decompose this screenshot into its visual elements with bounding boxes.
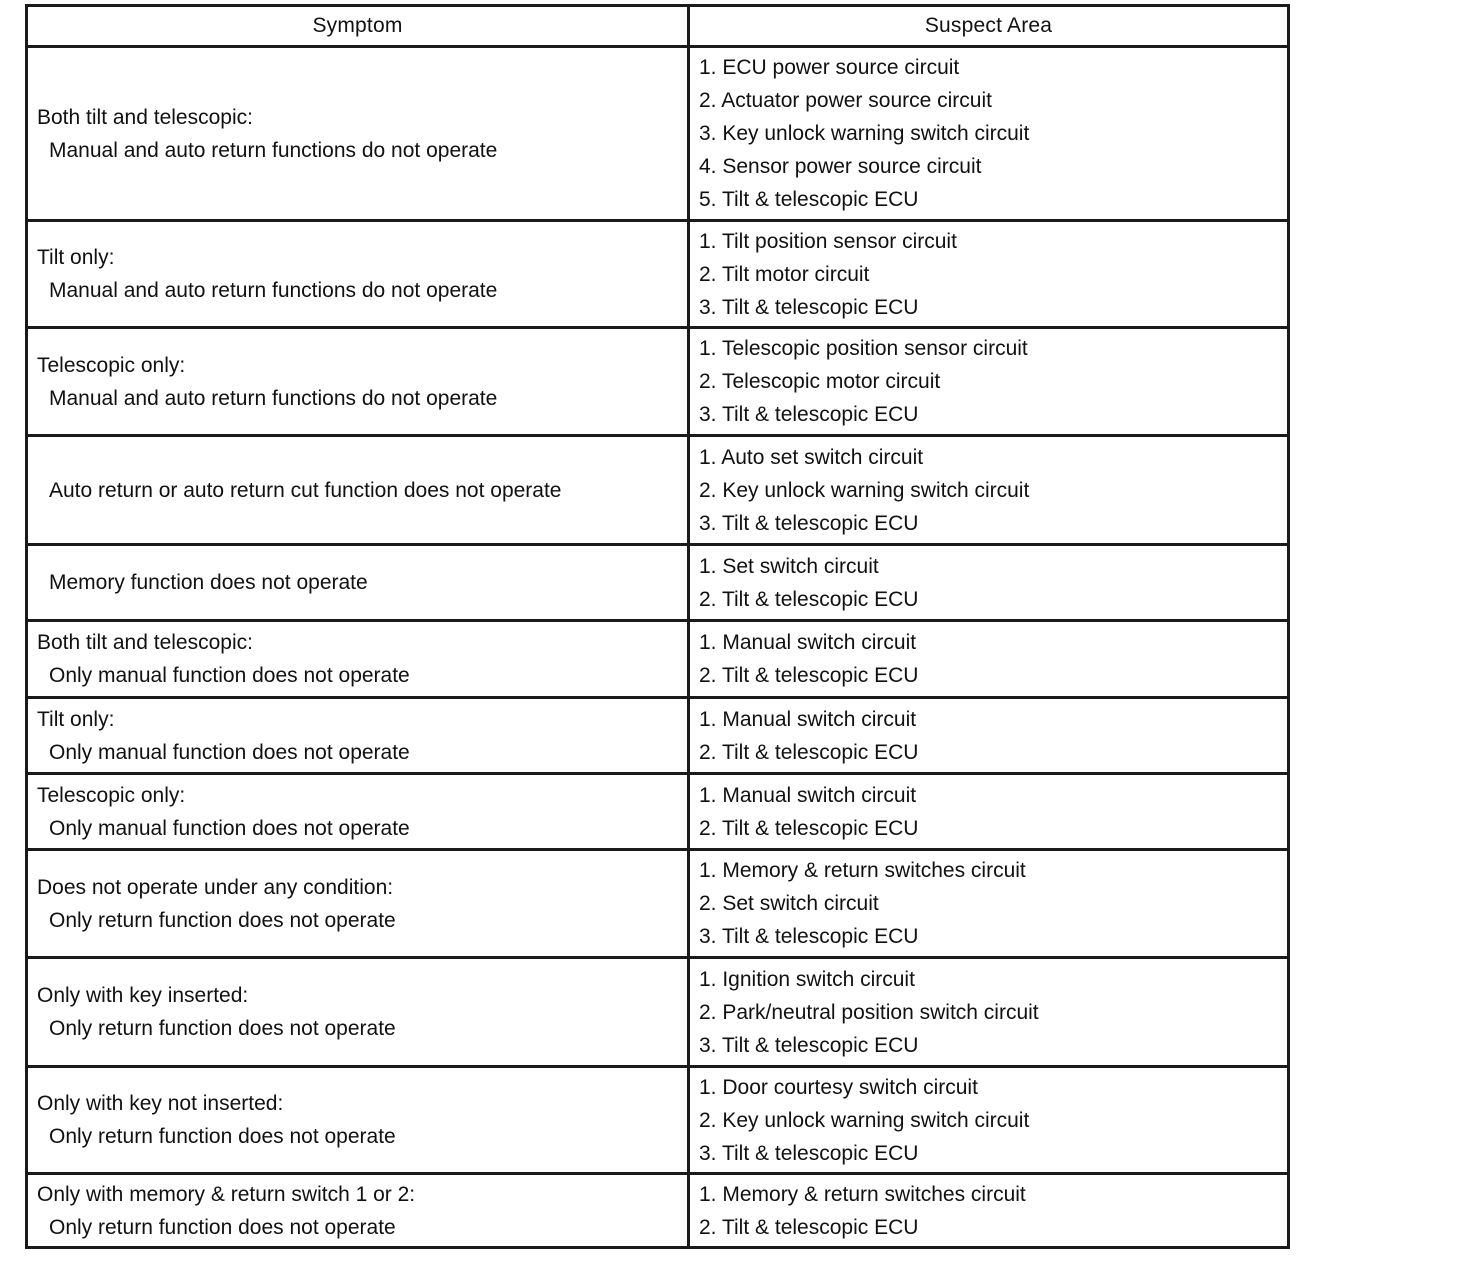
symptom-cell — [27, 850, 689, 958]
suspect-area-item: 3. Key unlock warning switch circuit — [699, 122, 1030, 145]
symptom-description: Only return function does not operate — [49, 1017, 396, 1040]
symptom-condition: Only with memory & return switch 1 or 2: — [37, 1182, 416, 1206]
symptom-description: Memory function does not operate — [49, 571, 368, 594]
symptom-description: Manual and auto return functions do not operate — [49, 386, 498, 410]
symptom-condition: Only with key not inserted: — [37, 1092, 284, 1115]
suspect-area-item: 2. Key unlock warning switch circuit — [699, 478, 1030, 502]
table-row — [27, 221, 1289, 328]
symptom-description: Only return function does not operate — [49, 1215, 396, 1239]
suspect-area-item: 1. Ignition switch circuit — [699, 967, 915, 991]
symptom-description: Only return function does not operate — [49, 908, 396, 932]
symptom-cell — [27, 621, 689, 698]
suspect-area-item: 4. Sensor power source circuit — [699, 155, 982, 178]
symptom-condition: Both tilt and telescopic: — [37, 631, 253, 654]
symptom-description: Manual and auto return functions do not operate — [49, 138, 498, 162]
suspect-area-cell — [689, 621, 1289, 698]
symptom-cell — [27, 1067, 689, 1174]
symptom-cell — [27, 1174, 689, 1248]
suspect-area-item: 2. Tilt & telescopic ECU — [699, 740, 919, 764]
suspect-area-item: 2. Park/neutral position switch circuit — [699, 1000, 1039, 1024]
symptom-condition: Does not operate under any condition: — [37, 875, 394, 899]
suspect-area-cell — [689, 1174, 1289, 1248]
table-row — [27, 621, 1289, 698]
suspect-area-list — [699, 779, 1287, 845]
suspect-area-item: 1. Manual switch circuit — [699, 707, 917, 731]
suspect-area-item: 2. Tilt & telescopic ECU — [699, 816, 919, 840]
suspect-area-item: 1. ECU power source circuit — [699, 56, 960, 79]
suspect-area-item: 1. Door courtesy switch circuit — [699, 1075, 978, 1099]
suspect-area-item: 1. Memory & return switches circuit — [699, 859, 1026, 882]
suspect-area-list — [699, 854, 1287, 953]
suspect-area-item: 3. Tilt & telescopic ECU — [699, 925, 919, 948]
suspect-area-list — [699, 51, 1287, 216]
suspect-area-cell — [689, 436, 1289, 545]
table-row — [27, 436, 1289, 545]
table-row — [27, 958, 1289, 1067]
suspect-area-list — [699, 550, 1287, 616]
suspect-area-item: 2. Key unlock warning switch circuit — [699, 1108, 1030, 1132]
symptom-description: Only return function does not operate — [49, 1125, 396, 1148]
symptom-cell — [27, 958, 689, 1067]
suspect-area-list — [699, 225, 1287, 324]
table-row — [27, 1174, 1289, 1248]
symptom-condition: Only with key inserted: — [37, 984, 249, 1007]
suspect-area-item: 3. Tilt & telescopic ECU — [699, 1033, 919, 1057]
suspect-area-cell — [689, 328, 1289, 436]
table-header-row — [27, 6, 1289, 47]
suspect-area-item: 3. Tilt & telescopic ECU — [699, 403, 919, 426]
symptom-column-header: Symptom — [27, 6, 689, 47]
table-row — [27, 774, 1289, 850]
table-row — [27, 328, 1289, 436]
table-row — [27, 698, 1289, 774]
suspect-area-item: 2. Tilt & telescopic ECU — [699, 1215, 919, 1239]
suspect-area-list — [699, 1178, 1287, 1244]
suspect-area-cell — [689, 221, 1289, 328]
suspect-area-column-header: Suspect Area — [689, 6, 1289, 47]
suspect-area-cell — [689, 545, 1289, 621]
suspect-area-item: 2. Tilt & telescopic ECU — [699, 587, 919, 611]
symptom-cell — [27, 328, 689, 436]
symptom-description: Only manual function does not operate — [49, 816, 410, 840]
suspect-area-cell — [689, 47, 1289, 221]
suspect-area-cell — [689, 958, 1289, 1067]
symptom-description: Only manual function does not operate — [49, 664, 410, 687]
suspect-area-list — [699, 963, 1287, 1062]
table-row — [27, 850, 1289, 958]
suspect-area-item: 1. Memory & return switches circuit — [699, 1182, 1026, 1206]
suspect-area-cell — [689, 1067, 1289, 1174]
suspect-area-item: 2. Tilt motor circuit — [699, 262, 870, 286]
suspect-area-item: 2. Actuator power source circuit — [699, 89, 992, 112]
suspect-area-item: 3. Tilt & telescopic ECU — [699, 1141, 919, 1165]
symptom-cell — [27, 47, 689, 221]
symptom-cell — [27, 774, 689, 850]
symptom-condition: Telescopic only: — [37, 783, 186, 807]
symptom-cell — [27, 436, 689, 545]
symptom-condition: Telescopic only: — [37, 353, 186, 377]
suspect-area-item: 2. Telescopic motor circuit — [699, 370, 941, 393]
suspect-area-item: 3. Tilt & telescopic ECU — [699, 511, 919, 535]
symptom-cell — [27, 221, 689, 328]
suspect-area-item: 1. Set switch circuit — [699, 554, 879, 578]
suspect-area-item: 3. Tilt & telescopic ECU — [699, 295, 919, 319]
suspect-area-cell — [689, 850, 1289, 958]
table-row — [27, 1067, 1289, 1174]
suspect-area-item: 1. Telescopic position sensor circuit — [699, 337, 1028, 360]
symptom-condition: Both tilt and telescopic: — [37, 105, 253, 129]
symptom-condition: Tilt only: — [37, 246, 115, 269]
symptom-cell — [27, 545, 689, 621]
problem-symptoms-table — [25, 4, 1290, 1249]
suspect-area-item: 5. Tilt & telescopic ECU — [699, 188, 919, 211]
symptom-description: Auto return or auto return cut function does not operate — [49, 478, 562, 502]
symptom-description: Only manual function does not operate — [49, 740, 410, 764]
suspect-area-item: 2. Tilt & telescopic ECU — [699, 664, 919, 687]
suspect-area-item: 1. Auto set switch circuit — [699, 445, 924, 469]
suspect-area-list — [699, 1071, 1287, 1170]
suspect-area-list — [699, 441, 1287, 540]
table-row — [27, 47, 1289, 221]
suspect-area-list — [699, 626, 1287, 692]
suspect-area-item: 1. Tilt position sensor circuit — [699, 229, 957, 253]
suspect-area-list — [699, 703, 1287, 769]
suspect-area-list — [699, 332, 1287, 431]
suspect-area-item: 1. Manual switch circuit — [699, 783, 917, 807]
suspect-area-cell — [689, 774, 1289, 850]
suspect-area-item: 1. Manual switch circuit — [699, 631, 917, 654]
suspect-area-cell — [689, 698, 1289, 774]
suspect-area-item: 2. Set switch circuit — [699, 892, 879, 915]
symptom-description: Manual and auto return functions do not operate — [49, 279, 498, 302]
symptom-condition: Tilt only: — [37, 707, 115, 731]
symptom-cell — [27, 698, 689, 774]
table-row — [27, 545, 1289, 621]
